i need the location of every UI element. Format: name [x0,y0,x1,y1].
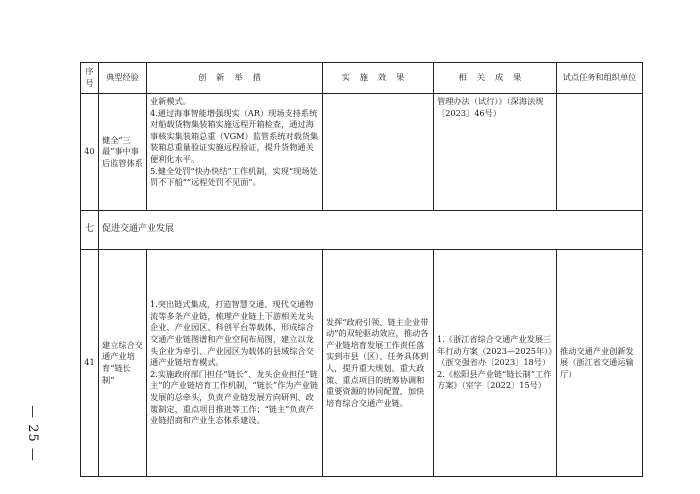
row-40-effects [323,94,434,211]
section-title: 促进交通产业发展 [99,211,643,250]
row-40-measures [147,94,323,211]
header-effects: 实施效果 [323,63,434,94]
row-41-seq: 41 [81,250,99,477]
row-41-unit: 推动交通产业创新发展（浙江省交通运输厅） [557,250,643,477]
row-40-measure-1: 4.通过海事智能增强现实（AR）现场支持系统对船载货物集装箱实施远程开箱检查，通过海事核实集装箱总重（VGM）监管系统对载货集装箱总重量验证实施远程验证，提升货物通关便利化水平。 [150,107,319,164]
row-41-measures [147,250,323,477]
row-40-seq: 40 [81,94,99,211]
row-41-results [434,250,557,477]
row-41-measure-1: 2.实施政府部门担任“链长”、龙头企业担任“链主”的产业链培育工作机制，“链长”作为产业链发展的总牵头，负责产业链发展方向研判、政策制定、重点项目推进等工作；“链主”负责产业链招商和产业生态体系建设。 [150,368,319,426]
table-row [81,250,643,477]
header-results: 相关成果 [434,63,557,94]
header-seq: 序号 [81,63,99,94]
measures-table [80,62,643,477]
section-number: 七 [81,211,99,250]
page-number [20,398,44,468]
row-40-measure-0: 业新模式。 [150,96,191,106]
header-measures: 创新举措 [147,63,323,94]
row-41-effects: 发挥“政府引领、链主企业带动”的双轮驱动效应，推动各产业链培育发展工作责任落实到市县（区）、任务具体到人，提升重大规划、重大政策、重点项目的统筹协调和重要资源的协同配置，加快培育综合交通产业链。 [323,250,434,477]
header-unit: 试点任务和组织单位 [557,63,643,94]
table-header-row [81,63,643,94]
row-41-result-1: 2.《松阳县产业链“链长制”工作方案》（室字〔2022〕15号） [437,368,552,391]
row-40-experience: 健全“三最”事中事后监管体系 [99,94,147,211]
row-40-results: 管理办法（试行）》（深海法规〔2023〕46号） [434,94,557,211]
row-40-unit [557,94,643,211]
row-40-measure-2: 5.健全处罚“快办快结”工作机制，实现“现场处罚不下船”“远程处罚不见面”。 [150,165,318,188]
row-41-experience: 建立综合交通产业培育“链长制” [99,250,147,477]
header-experience: 典型经验 [99,63,147,94]
page-number-text: — 25 — [24,404,40,462]
table-row [81,94,643,211]
row-41-measure-0: 1.突出链式集成，打造智慧交通、现代交通物流等多条产业链，梳理产业链上下游相关龙头企业、产业园区、科创平台等载体，形成综合交通产业链图谱和产业空间布局图，建立以龙头企业为牵引、产业园区为载体的县域综合交通产业链培育模式。 [150,299,314,368]
section-row [81,211,643,250]
row-41-result-0: 1.《浙江省综合交通产业发展三年行动方案（2023—2025年）》（浙交强省办〔2023〕18号） [437,334,553,368]
